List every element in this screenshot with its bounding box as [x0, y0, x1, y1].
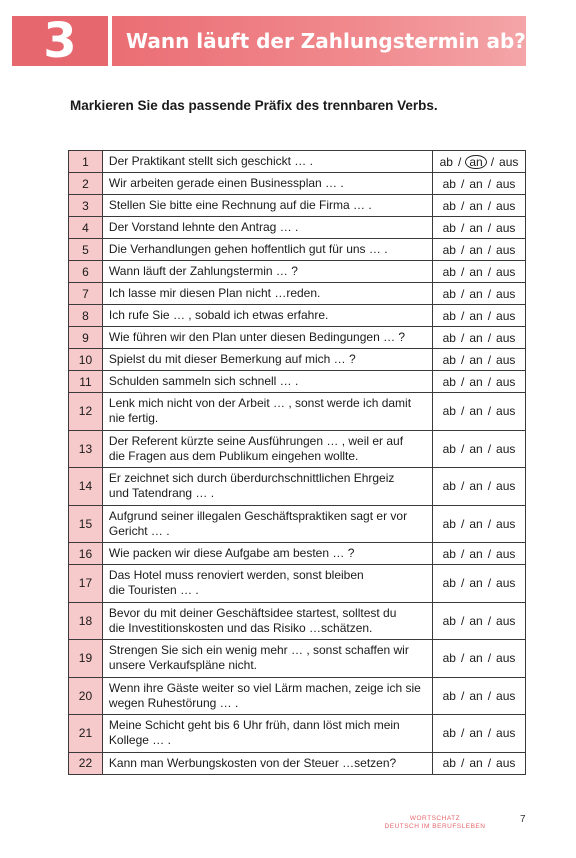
row-number: 19 [69, 640, 103, 678]
option-separator: / [487, 176, 492, 191]
sentence-line: die Fragen aus dem Publikum eingehen wollte. [108, 448, 359, 463]
option-aus[interactable]: aus [496, 404, 516, 419]
option-aus[interactable]: aus [496, 576, 516, 591]
option-an[interactable]: an [469, 726, 483, 741]
row-options [433, 151, 526, 173]
row-number: 15 [69, 505, 103, 543]
row-options [433, 565, 526, 603]
option-ab[interactable]: ab [442, 374, 456, 389]
row-sentence [102, 505, 432, 543]
option-ab[interactable]: ab [442, 264, 456, 279]
option-aus[interactable]: aus [496, 286, 516, 301]
row-number: 14 [69, 468, 103, 506]
row-sentence [102, 151, 432, 173]
row-options [433, 393, 526, 431]
exercise-row [69, 217, 526, 239]
row-options [433, 543, 526, 565]
option-separator: / [460, 264, 465, 279]
row-number: 2 [69, 173, 103, 195]
option-aus[interactable]: aus [496, 220, 516, 235]
row-number: 5 [69, 239, 103, 261]
option-separator: / [487, 688, 492, 703]
row-number: 20 [69, 677, 103, 715]
option-aus[interactable]: aus [496, 479, 516, 494]
chapter-number: 3 [12, 16, 108, 66]
option-separator: / [487, 220, 492, 235]
chapter-header [12, 13, 526, 69]
option-aus[interactable]: aus [496, 756, 516, 770]
row-sentence [102, 217, 432, 239]
sentence-line: Wie führen wir den Plan unter diesen Bedingungen … ? [108, 330, 406, 344]
option-an[interactable]: an [469, 352, 483, 367]
option-aus[interactable]: aus [496, 726, 516, 741]
option-separator: / [460, 198, 465, 213]
row-options [433, 505, 526, 543]
row-options [433, 305, 526, 327]
row-sentence [102, 430, 432, 468]
sentence-line: Bevor du mit deiner Geschäftsidee startest, solltest du [108, 605, 397, 620]
exercise-row [69, 430, 526, 468]
option-ab[interactable]: ab [439, 154, 453, 169]
row-number: 21 [69, 715, 103, 753]
option-separator: / [487, 330, 492, 345]
option-separator: / [460, 352, 465, 367]
row-number: 16 [69, 543, 103, 565]
footer-line-1: WORTSCHATZ [409, 815, 461, 822]
sentence-line: Wann läuft der Zahlungstermin … ? [108, 264, 298, 278]
row-number: 11 [69, 371, 103, 393]
exercise-row [69, 543, 526, 565]
option-an[interactable]: an [469, 756, 483, 770]
row-number: 6 [69, 261, 103, 283]
option-separator: / [487, 576, 492, 591]
row-sentence [102, 327, 432, 349]
option-separator: / [460, 546, 465, 561]
option-separator: / [460, 308, 465, 323]
sentence-line: Ich lasse mir diesen Plan nicht …reden. [108, 286, 321, 300]
row-options [433, 195, 526, 217]
row-number: 4 [69, 217, 103, 239]
sentence-line: wegen Ruhestörung … . [108, 695, 239, 710]
option-separator: / [460, 576, 465, 591]
row-sentence [102, 715, 432, 753]
row-options [433, 327, 526, 349]
exercise-row [69, 151, 526, 173]
row-options [433, 715, 526, 753]
option-separator: / [487, 546, 492, 561]
option-separator: / [487, 242, 492, 257]
option-ab[interactable]: ab [442, 756, 456, 770]
row-options [433, 217, 526, 239]
option-separator: / [460, 756, 465, 770]
exercise-row [69, 327, 526, 349]
sentence-line: nie fertig. [108, 411, 159, 426]
sentence-line: die Touristen … . [108, 583, 199, 598]
option-ab[interactable]: ab [442, 688, 456, 703]
row-number: 22 [69, 752, 103, 774]
row-options [433, 430, 526, 468]
footer-line-2: DEUTSCH IM BERUFSLEBEN [384, 823, 486, 830]
row-options [433, 349, 526, 371]
option-an[interactable]: an [469, 688, 483, 703]
option-separator: / [487, 756, 492, 770]
sentence-line: Der Vorstand lehnte den Antrag … . [108, 220, 299, 234]
option-an[interactable]: an [469, 308, 483, 323]
row-sentence [102, 195, 432, 217]
sentence-line: Strengen Sie sich ein wenig mehr … , sonst schaffen wir [108, 643, 409, 658]
option-separator: / [490, 154, 495, 169]
row-sentence [102, 261, 432, 283]
row-number: 9 [69, 327, 103, 349]
row-sentence [102, 640, 432, 678]
sentence-line: Kann man Werbungskosten von der Steuer …setzen? [108, 755, 397, 770]
option-aus[interactable]: aus [496, 330, 516, 345]
option-separator: / [460, 286, 465, 301]
row-options [433, 752, 526, 774]
option-ab[interactable]: ab [442, 352, 456, 367]
option-ab[interactable]: ab [442, 651, 456, 666]
option-ab[interactable]: ab [442, 441, 456, 456]
option-ab[interactable]: ab [442, 516, 456, 531]
option-an[interactable]: an [469, 441, 483, 456]
row-sentence [102, 393, 432, 431]
option-ab[interactable]: ab [442, 576, 456, 591]
sentence-line: Wie packen wir diese Aufgabe am besten … ? [108, 546, 355, 560]
option-separator: / [487, 479, 492, 494]
option-separator: / [460, 441, 465, 456]
sentence-line: Das Hotel muss renoviert werden, sonst bleiben [108, 568, 364, 583]
sentence-line: Wir arbeiten gerade einen Businessplan … . [108, 176, 344, 190]
option-separator: / [487, 726, 492, 741]
option-aus[interactable]: aus [496, 176, 516, 191]
exercise-row [69, 239, 526, 261]
option-ab[interactable]: ab [442, 286, 456, 301]
option-aus[interactable]: aus [496, 613, 516, 628]
option-aus[interactable]: aus [496, 242, 516, 257]
row-sentence [102, 468, 432, 506]
exercise-row [69, 602, 526, 640]
exercise-row [69, 640, 526, 678]
row-sentence [102, 305, 432, 327]
option-an[interactable]: an [469, 286, 483, 301]
row-number: 13 [69, 430, 103, 468]
option-an[interactable]: an [469, 198, 483, 213]
exercise-row [69, 305, 526, 327]
sentence-line: Lenk mich nicht von der Arbeit … , sonst werde ich damit [108, 396, 412, 411]
option-an[interactable]: an [469, 404, 483, 419]
option-an[interactable]: an [469, 516, 483, 531]
option-separator: / [487, 613, 492, 628]
option-an[interactable]: an [469, 651, 483, 666]
sentence-line: Aufgrund seiner illegalen Geschäftspraktiken sagt er vor [108, 508, 408, 523]
row-sentence [102, 283, 432, 305]
row-options [433, 677, 526, 715]
option-separator: / [460, 726, 465, 741]
option-an[interactable]: an [469, 242, 483, 257]
option-an[interactable]: an [469, 176, 483, 191]
option-separator: / [487, 264, 492, 279]
option-aus[interactable]: aus [496, 546, 516, 561]
option-ab[interactable]: ab [442, 330, 456, 345]
exercise-row [69, 505, 526, 543]
option-an[interactable]: an [469, 576, 483, 591]
row-sentence [102, 752, 432, 774]
option-aus[interactable]: aus [496, 264, 516, 279]
sentence-line: Die Verhandlungen gehen hoffentlich gut für uns … . [108, 242, 388, 256]
option-separator: / [487, 404, 492, 419]
option-separator: / [487, 308, 492, 323]
option-ab[interactable]: ab [442, 308, 456, 323]
row-number: 18 [69, 602, 103, 640]
option-aus[interactable]: aus [496, 198, 516, 213]
option-separator: / [460, 176, 465, 191]
sentence-line: Stellen Sie bitte eine Rechnung auf die Firma … . [108, 198, 372, 212]
exercise-row [69, 715, 526, 753]
option-separator: / [460, 516, 465, 531]
row-sentence [102, 239, 432, 261]
option-ab[interactable]: ab [442, 613, 456, 628]
row-number: 1 [69, 151, 103, 173]
exercise-row [69, 195, 526, 217]
option-separator: / [487, 441, 492, 456]
option-an[interactable]: an [465, 155, 486, 169]
option-separator: / [487, 286, 492, 301]
row-number: 17 [69, 565, 103, 603]
option-separator: / [460, 330, 465, 345]
sentence-line: Gericht … . [108, 523, 170, 538]
option-an[interactable]: an [469, 220, 483, 235]
row-options [433, 173, 526, 195]
option-aus[interactable]: aus [496, 651, 516, 666]
option-aus[interactable]: aus [496, 688, 516, 703]
sentence-line: unsere Verkaufspläne nicht. [108, 658, 258, 673]
sentence-line: Der Referent kürzte seine Ausführungen … , weil er auf [108, 433, 404, 448]
sentence-line: und Tatendrang … . [108, 486, 215, 501]
option-aus[interactable]: aus [496, 374, 516, 389]
option-an[interactable]: an [469, 613, 483, 628]
row-number: 12 [69, 393, 103, 431]
option-separator: / [460, 242, 465, 257]
row-number: 8 [69, 305, 103, 327]
exercise-row [69, 393, 526, 431]
row-options [433, 602, 526, 640]
option-aus[interactable]: aus [496, 308, 516, 323]
row-number: 10 [69, 349, 103, 371]
option-aus[interactable]: aus [499, 154, 519, 169]
exercise-row [69, 349, 526, 371]
exercise-table [68, 150, 526, 775]
sentence-line: Spielst du mit dieser Bemerkung auf mich … ? [108, 352, 356, 366]
option-an[interactable]: an [469, 546, 483, 561]
option-ab[interactable]: ab [442, 220, 456, 235]
exercise-row [69, 468, 526, 506]
exercise-row [69, 565, 526, 603]
option-separator: / [460, 220, 465, 235]
row-options [433, 261, 526, 283]
row-number: 7 [69, 283, 103, 305]
row-sentence [102, 565, 432, 603]
sentence-line: Ich rufe Sie … , sobald ich etwas erfahre. [108, 308, 329, 322]
page-number: 7 [520, 814, 526, 825]
row-options [433, 640, 526, 678]
sentence-line: Meine Schicht geht bis 6 Uhr früh, dann löst mich mein [108, 718, 400, 733]
option-ab[interactable]: ab [442, 546, 456, 561]
option-ab[interactable]: ab [442, 404, 456, 419]
row-sentence [102, 602, 432, 640]
option-separator: / [460, 651, 465, 666]
option-ab[interactable]: ab [442, 176, 456, 191]
row-options [433, 468, 526, 506]
option-aus[interactable]: aus [496, 352, 516, 367]
exercise-instruction: Markieren Sie das passende Präfix des trennbaren Verbs. [70, 98, 438, 113]
row-options [433, 283, 526, 305]
exercise-row [69, 371, 526, 393]
option-ab[interactable]: ab [442, 726, 456, 741]
exercise-row [69, 677, 526, 715]
option-separator: / [460, 374, 465, 389]
option-aus[interactable]: aus [496, 441, 516, 456]
exercise-row [69, 173, 526, 195]
option-separator: / [460, 688, 465, 703]
exercise-row [69, 752, 526, 774]
exercise-row [69, 261, 526, 283]
option-an[interactable]: an [469, 264, 483, 279]
sentence-line: Wenn ihre Gäste weiter so viel Lärm machen, zeige ich sie [108, 680, 421, 695]
row-sentence [102, 677, 432, 715]
sentence-line: die Investitionskosten und das Risiko …schätzen. [108, 620, 373, 635]
option-an[interactable]: an [469, 479, 483, 494]
sentence-line: Der Praktikant stellt sich geschickt … . [108, 154, 313, 168]
option-separator: / [460, 404, 465, 419]
sentence-line: Schulden sammeln sich schnell … . [108, 374, 299, 388]
option-separator: / [487, 651, 492, 666]
row-sentence [102, 371, 432, 393]
row-sentence [102, 349, 432, 371]
option-ab[interactable]: ab [442, 242, 456, 257]
option-ab[interactable]: ab [442, 198, 456, 213]
exercise-row [69, 283, 526, 305]
option-separator: / [457, 154, 462, 169]
option-ab[interactable]: ab [442, 479, 456, 494]
chapter-title: Wann läuft der Zahlungstermin ab? [126, 29, 526, 53]
row-options [433, 239, 526, 261]
row-number: 3 [69, 195, 103, 217]
option-an[interactable]: an [469, 374, 483, 389]
footer-label [380, 815, 490, 831]
row-options [433, 371, 526, 393]
option-separator: / [487, 198, 492, 213]
row-sentence [102, 173, 432, 195]
row-sentence [102, 543, 432, 565]
option-separator: / [460, 613, 465, 628]
option-separator: / [460, 479, 465, 494]
option-an[interactable]: an [469, 330, 483, 345]
option-separator: / [487, 516, 492, 531]
option-separator: / [487, 374, 492, 389]
sentence-line: Er zeichnet sich durch überdurchschnittlichen Ehrgeiz [108, 471, 395, 486]
option-aus[interactable]: aus [496, 516, 516, 531]
sentence-line: Kollege … . [108, 733, 171, 748]
option-separator: / [487, 352, 492, 367]
